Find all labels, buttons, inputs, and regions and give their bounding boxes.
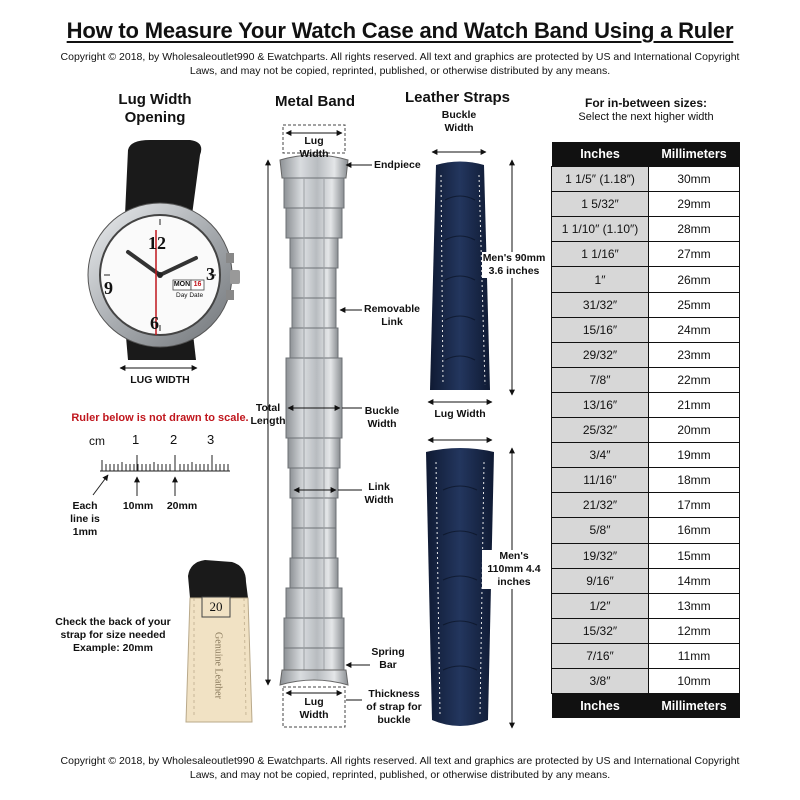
numeral-6: 6	[150, 313, 159, 333]
column-header-millimeters: Millimeters	[649, 142, 740, 167]
metal-buckle-width-label: Buckle Width	[364, 405, 400, 430]
ruler-unit: cm	[89, 434, 105, 448]
mm-cell: 14mm	[649, 568, 740, 593]
mens-110mm-label: Men's 110mm 4.4 inches	[482, 550, 546, 589]
mm-cell: 10mm	[649, 668, 740, 693]
genuine-leather-stamp: Genuine Leather	[212, 632, 224, 699]
inches-cell: 1 1/16″	[552, 242, 649, 267]
mm-cell: 15mm	[649, 543, 740, 568]
mm-cell: 23mm	[649, 342, 740, 367]
inches-cell: 1 1/5″ (1.18″)	[552, 167, 649, 192]
table-row	[552, 217, 740, 242]
inches-cell: 7/8″	[552, 367, 649, 392]
column-footer-inches: Inches	[552, 694, 649, 719]
strap-size-stamp: 20	[209, 599, 223, 614]
table-row	[552, 618, 740, 643]
inches-cell: 9/16″	[552, 568, 649, 593]
mm-cell: 20mm	[649, 418, 740, 443]
leather-lug-width-label: Lug Width	[434, 408, 486, 420]
ruler-tick-2: 2	[170, 432, 178, 447]
mm-cell: 21mm	[649, 392, 740, 417]
strap-back-note: Check the back of your strap for size needed Example: 20mm	[55, 616, 171, 654]
inches-cell: 25/32″	[552, 418, 649, 443]
inches-cell: 1 1/10″ (1.10″)	[552, 217, 649, 242]
copyright-top: Copyright © 2018, by Wholesaleoutlet990 & Ewatchparts. All rights reserved. All text and graphics are protected by US and International Copyright Laws, and may not be copied, reprinted, published, or otherwise distributed by any means.	[60, 51, 740, 77]
metal-lug-width-bottom: Lug Width	[299, 696, 329, 721]
ruler-tick-3: 3	[207, 432, 215, 447]
table-row	[552, 242, 740, 267]
ruler-ticks	[102, 455, 228, 471]
mm-cell: 13mm	[649, 593, 740, 618]
mm-cell: 18mm	[649, 468, 740, 493]
mm-cell: 28mm	[649, 217, 740, 242]
mm-cell: 24mm	[649, 317, 740, 342]
metal-band-heading: Metal Band	[274, 93, 355, 110]
ruler-illustration	[93, 455, 230, 496]
leather-buckle-width-label: Buckle Width	[441, 109, 477, 134]
endpiece-label: Endpiece	[374, 159, 421, 171]
inches-cell: 31/32″	[552, 292, 649, 317]
watch-heading: Lug Width Opening	[118, 91, 192, 126]
table-row	[552, 392, 740, 417]
mm-cell: 17mm	[649, 493, 740, 518]
mm-cell: 25mm	[649, 292, 740, 317]
mm-cell: 30mm	[649, 167, 740, 192]
inches-cell: 7/16″	[552, 643, 649, 668]
numeral-12: 12	[148, 233, 166, 253]
table-row	[552, 543, 740, 568]
day-window: MON	[173, 281, 191, 288]
table-row	[552, 292, 740, 317]
mm-cell: 26mm	[649, 267, 740, 292]
column-footer-millimeters: Millimeters	[649, 694, 740, 719]
table-row	[552, 668, 740, 693]
table-footer-row	[552, 694, 740, 719]
table-row	[552, 367, 740, 392]
watch-illustration	[88, 140, 240, 368]
inches-cell: 1 5/32″	[552, 192, 649, 217]
table-row	[552, 593, 740, 618]
inches-cell: 29/32″	[552, 342, 649, 367]
mm-cell: 27mm	[649, 242, 740, 267]
metal-lug-width-top: Lug Width	[299, 135, 329, 160]
mark-20mm-label: 20mm	[166, 500, 198, 512]
mens-90mm-label: Men's 90mm 3.6 inches	[482, 252, 546, 277]
ruler-note: Ruler below is not drawn to scale.	[71, 412, 249, 424]
numeral-9: 9	[104, 278, 113, 298]
table-row	[552, 643, 740, 668]
table-row	[552, 167, 740, 192]
table-row	[552, 568, 740, 593]
inches-cell: 1″	[552, 267, 649, 292]
inches-cell: 15/32″	[552, 618, 649, 643]
table-row	[552, 468, 740, 493]
inches-cell: 21/32″	[552, 493, 649, 518]
table-row	[552, 418, 740, 443]
inches-cell: 5/8″	[552, 518, 649, 543]
table-row	[552, 342, 740, 367]
each-line-label: Each line is 1mm	[70, 500, 100, 538]
table-row	[552, 317, 740, 342]
inches-cell: 19/32″	[552, 543, 649, 568]
inches-cell: 3/4″	[552, 443, 649, 468]
thickness-label: Thickness of strap for buckle	[366, 688, 422, 726]
watch-lug-width-label: LUG WIDTH	[130, 374, 190, 386]
ruler-tick-1: 1	[132, 432, 140, 447]
table-row	[552, 192, 740, 217]
copyright-bottom: Copyright © 2018, by Wholesaleoutlet990 & Ewatchparts. All rights reserved. All text and graphics are protected by US and International Copyright Laws, and may not be copied, reprinted, published, or otherwise distributed by any means.	[60, 755, 740, 781]
table-row	[552, 443, 740, 468]
mm-cell: 22mm	[649, 367, 740, 392]
spring-bar-label: Spring Bar	[371, 646, 405, 671]
mm-cell: 29mm	[649, 192, 740, 217]
mm-cell: 16mm	[649, 518, 740, 543]
leather-straps-heading: Leather Straps	[404, 89, 511, 106]
sizes-subheading: Select the next higher width	[578, 111, 714, 123]
inches-cell: 1/2″	[552, 593, 649, 618]
inches-cell: 15/16″	[552, 317, 649, 342]
inches-cell: 11/16″	[552, 468, 649, 493]
date-window: 16	[193, 281, 202, 288]
daydate-caption: Day Date	[176, 292, 204, 299]
mark-10mm-label: 10mm	[122, 500, 154, 512]
column-header-inches: Inches	[552, 142, 649, 167]
mm-cell: 19mm	[649, 443, 740, 468]
mm-cell: 12mm	[649, 618, 740, 643]
link-width-label: Link Width	[364, 481, 394, 506]
table-row	[552, 267, 740, 292]
sizes-heading: For in-between sizes:	[584, 96, 708, 110]
inches-cell: 3/8″	[552, 668, 649, 693]
page-title: How to Measure Your Watch Case and Watch Band Using a Ruler	[66, 18, 734, 43]
numeral-3: 3	[206, 264, 215, 284]
removable-link-label: Removable Link	[363, 303, 421, 328]
total-length-label: Total Length	[250, 402, 286, 427]
inches-cell: 13/16″	[552, 392, 649, 417]
table-row	[552, 493, 740, 518]
mm-cell: 11mm	[649, 643, 740, 668]
size-conversion-table	[551, 142, 740, 718]
table-row	[552, 518, 740, 543]
table-header-row	[552, 142, 740, 167]
leather-straps-illustration	[426, 152, 512, 728]
